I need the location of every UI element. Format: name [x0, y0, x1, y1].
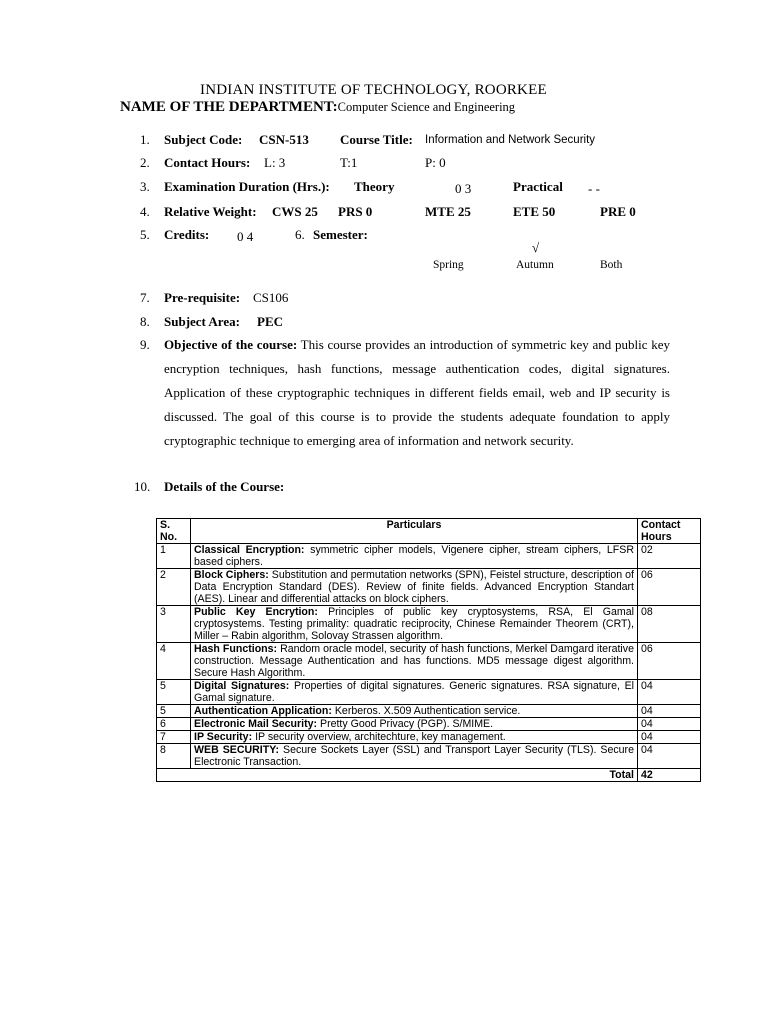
table-row — [157, 569, 701, 606]
objective-label: Objective of the course: — [164, 337, 298, 352]
table-row — [157, 744, 701, 769]
row-topic-title: Digital Signatures: — [194, 680, 290, 692]
course-details-table — [156, 518, 701, 782]
row-sno: 6 — [157, 718, 191, 731]
table-row — [157, 544, 701, 569]
row-particulars — [191, 606, 638, 643]
row-topic-text: IP security overview, architechture, key management. — [255, 731, 506, 743]
row-topic-text: Pretty Good Privacy (PGP). S/MIME. — [320, 718, 494, 730]
header-contact-hours: Contact Hours — [638, 519, 701, 544]
row-particulars — [191, 718, 638, 731]
item-number-7: 7. — [140, 290, 150, 305]
practical-label: Practical — [513, 179, 563, 194]
row-particulars — [191, 731, 638, 744]
weight-mte: MTE 25 — [425, 204, 471, 219]
relative-weight-label: Relative Weight: — [164, 204, 257, 219]
table-row — [157, 680, 701, 705]
row-contact-hours: 04 — [638, 680, 701, 705]
row-topic-text: Principles of public key cryptosystems, RSA, El Gamal cryptosystems. Testing primality: quadratic reciprocity, Chinese Remainder Theorem (CRT), Miller – Rabin algorithm, Solovay Strassen algorithm. — [194, 606, 634, 642]
contact-hours-lecture: L: 3 — [264, 155, 286, 170]
prerequisite-value: CS106 — [253, 290, 289, 305]
row-topic-text: symmetric cipher models, Vigenere cipher, stream ciphers, LFSR based ciphers. — [194, 544, 634, 568]
item-number-9: 9. — [140, 337, 150, 352]
row-topic-title: Electronic Mail Security: — [194, 718, 318, 730]
item-number-5: 5. — [140, 227, 150, 242]
theory-label: Theory — [354, 179, 395, 194]
row-particulars — [191, 544, 638, 569]
semester-both: Both — [600, 259, 623, 271]
subject-area-value: PEC — [257, 314, 283, 329]
total-value: 42 — [638, 769, 701, 782]
row-topic-text: Substitution and permutation networks (SPN), Feistel structure, description of Data Encryption Standard (DES). Review of finite fields. Advanced Encryption Standart (AES). Linear and differential attacks on block ciphers. — [194, 569, 634, 605]
row-topic-text: Properties of digital signatures. Generic signatures. RSA signature, El Gamal signature. — [194, 680, 635, 704]
table-row — [157, 705, 701, 718]
weight-prs: PRS 0 — [338, 204, 373, 219]
header-sno: S. No. — [157, 519, 191, 544]
row-sno: 5 — [157, 705, 191, 718]
row-sno: 5 — [157, 680, 191, 705]
subject-code-label: Subject Code: — [164, 132, 243, 147]
row-sno: 7 — [157, 731, 191, 744]
item-number-8: 8. — [140, 314, 150, 329]
row-topic-title: Hash Functions: — [194, 643, 278, 655]
item-number-4: 4. — [140, 204, 150, 219]
semester-spring: Spring — [433, 259, 464, 271]
institute-title: INDIAN INSTITUTE OF TECHNOLOGY, ROORKEE — [200, 82, 547, 98]
exam-duration-label: Examination Duration (Hrs.): — [164, 179, 330, 194]
item-number-2: 2. — [140, 155, 150, 170]
table-row — [157, 643, 701, 680]
row-contact-hours: 04 — [638, 731, 701, 744]
credits-value: 0 4 — [237, 229, 254, 244]
theory-value: 0 3 — [455, 181, 472, 196]
contact-hours-tutorial: T:1 — [340, 155, 358, 170]
weight-ete: ETE 50 — [513, 204, 556, 219]
header-particulars: Particulars — [191, 519, 638, 544]
row-contact-hours: 02 — [638, 544, 701, 569]
row-topic-title: Block Ciphers: — [194, 569, 269, 581]
department-line — [120, 99, 515, 116]
table-header-row — [157, 519, 701, 544]
subject-code-value: CSN-513 — [259, 132, 309, 147]
row-topic-title: IP Security: — [194, 731, 253, 743]
course-title-label: Course Title: — [340, 132, 413, 147]
objective-text: This course provides an introduction of symmetric key and public key encryption techniques, hash functions, message authentication codes, digital signatures. Application of these cryptographic techniques in different fields email, web and IP security is discussed. The goal of this course is to provide the students adequate foundation to apply cryptographic technique to emerging area of information and network security. — [164, 337, 671, 448]
row-particulars — [191, 569, 638, 606]
contact-hours-label: Contact Hours: — [164, 155, 251, 170]
row-topic-title: WEB SECURITY: — [194, 744, 280, 756]
row-contact-hours: 04 — [638, 705, 701, 718]
row-particulars — [191, 680, 638, 705]
row-contact-hours: 04 — [638, 718, 701, 731]
row-contact-hours: 06 — [638, 569, 701, 606]
credits-label: Credits: — [164, 227, 210, 242]
row-topic-title: Public Key Encrytion: — [194, 606, 318, 618]
row-sno: 3 — [157, 606, 191, 643]
weight-cws: CWS 25 — [272, 204, 318, 219]
department-label: NAME OF THE DEPARTMENT: — [120, 99, 338, 115]
weight-pre: PRE 0 — [600, 204, 636, 219]
course-objective — [164, 333, 670, 453]
row-topic-text: Random oracle model, security of hash functions, Merkel Damgard iterative construction. Message Authentication and has functions. MD5 message digest algorithm. Secure Hash Algorithm. — [194, 643, 634, 679]
subject-area-label: Subject Area: — [164, 314, 240, 329]
row-sno: 1 — [157, 544, 191, 569]
row-contact-hours: 04 — [638, 744, 701, 769]
semester-label: Semester: — [313, 227, 368, 242]
item-number-6: 6. — [295, 227, 305, 242]
item-number-3: 3. — [140, 179, 150, 194]
row-topic-title: Authentication Application: — [194, 705, 332, 717]
row-particulars — [191, 744, 638, 769]
semester-check-mark: √ — [532, 240, 540, 255]
total-label: Total — [157, 769, 638, 782]
item-number-1: 1. — [140, 132, 150, 147]
row-topic-text: Secure Sockets Layer (SSL) and Transport Layer Security (TLS). Secure Electronic Transaction. — [194, 744, 634, 768]
row-topic-text: Kerberos. X.509 Authentication service. — [334, 705, 521, 717]
row-contact-hours: 08 — [638, 606, 701, 643]
row-particulars — [191, 643, 638, 680]
item-number-10: 10. — [134, 479, 151, 494]
row-topic-title: Classical Encryption: — [194, 544, 305, 556]
row-sno: 4 — [157, 643, 191, 680]
practical-value: - - — [588, 181, 600, 196]
course-details-label: Details of the Course: — [164, 479, 285, 494]
department-value: Computer Science and Engineering — [337, 100, 516, 114]
table-row — [157, 718, 701, 731]
contact-hours-practical: P: 0 — [425, 155, 446, 170]
row-sno: 2 — [157, 569, 191, 606]
prerequisite-label: Pre-requisite: — [164, 290, 241, 305]
table-row — [157, 731, 701, 744]
row-sno: 8 — [157, 744, 191, 769]
table-row — [157, 606, 701, 643]
course-title-value: Information and Network Security — [425, 134, 596, 146]
row-contact-hours: 06 — [638, 643, 701, 680]
semester-autumn: Autumn — [516, 259, 554, 271]
row-particulars — [191, 705, 638, 718]
table-total-row — [157, 769, 701, 782]
